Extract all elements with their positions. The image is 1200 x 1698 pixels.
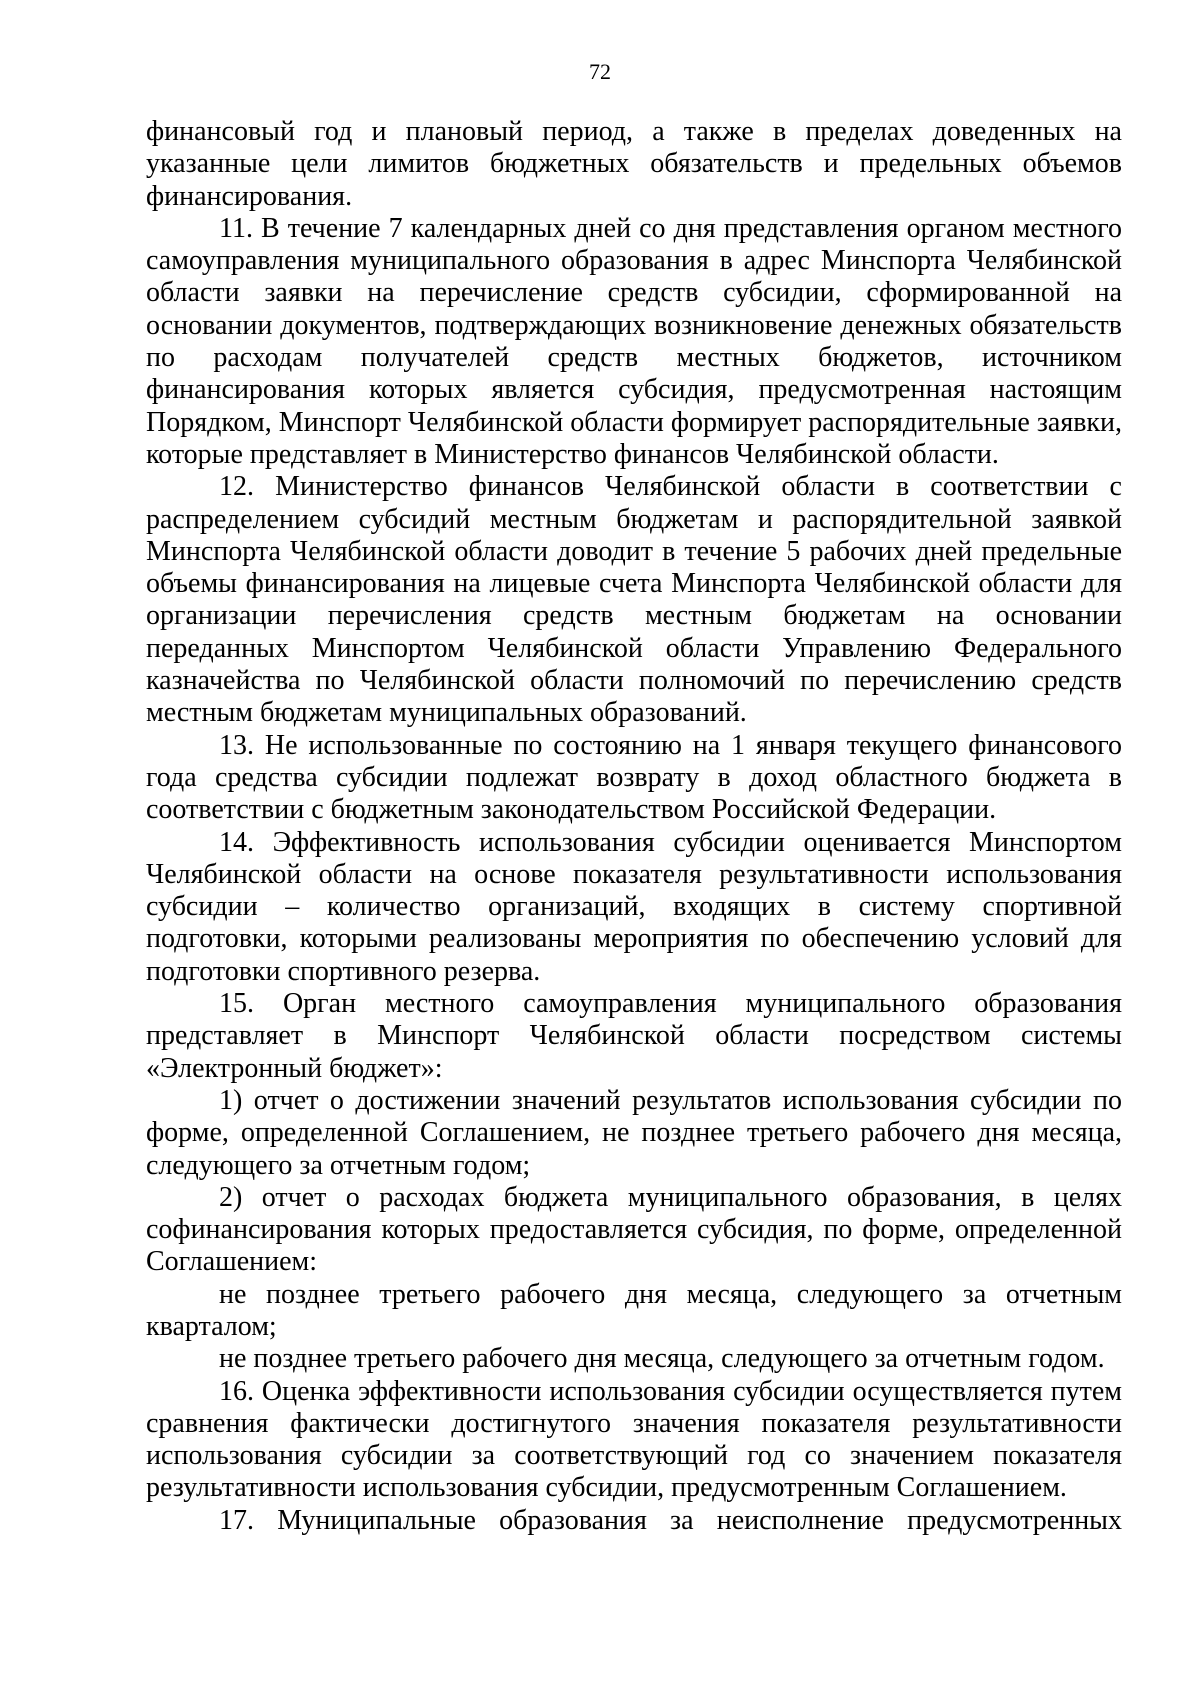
- paragraph-11: 11. В течение 7 календарных дней со дня представления органом местного самоуправления муниципального образования в адрес Минспорта Челябинской области заявки на перечисление средств субсидии, сформированной на основании документов, подтверждающих возникновение денежных обязательств по расходам получателей средств местных бюджетов, источником финансирования которых является субсидия, предусмотренная настоящим Порядком, Минспорт Челябинской области формирует распорядительные заявки, которые представляет в Министерство финансов Челябинской области.: [146, 212, 1122, 470]
- paragraph-15-item-2: 2) отчет о расходах бюджета муниципального образования, в целях софинансирования которых предоставляется субсидия, по форме, определенной Соглашением:: [146, 1181, 1122, 1278]
- paragraph-17: 17. Муниципальные образования за неисполнение предусмотренных: [219, 1504, 1122, 1536]
- paragraph-15: 15. Орган местного самоуправления муниципального образования представляет в Минспорт Челябинской области посредством системы «Электронный бюджет»:: [146, 988, 1122, 1084]
- paragraph-12: 12. Министерство финансов Челябинской области в соответствии с распределением субсидий местным бюджетам и распорядительной заявкой Минспорта Челябинской области доводит в течение 5 рабочих дней предельные объемы финансирования на лицевые счета Минспорта Челябинской области для организации перечисления средств местным бюджетам на основании переданных Минспортом Челябинской области Управлению Федерального казначейства по Челябинской области полномочий по перечислению средств местным бюджетам муниципальных образований.: [146, 471, 1122, 729]
- paragraph-continuation: финансовый год и плановый период, а также в пределах доведенных на указанные цели лимитов бюджетных обязательств и предельных объемов финансирования.: [146, 116, 1122, 212]
- paragraph-15-item-2-quarterly: не позднее третьего рабочего дня месяца, следующего за отчетным кварталом;: [146, 1278, 1122, 1342]
- paragraph-14: 14. Эффективность использования субсидии оценивается Минспортом Челябинской области на основе показателя результативности использования субсидии – количество организаций, входящих в систему спортивной подготовки, которыми реализованы мероприятия по обеспечению условий для подготовки спортивного резерва.: [146, 826, 1122, 987]
- paragraph-15-item-1: 1) отчет о достижении значений результатов использования субсидии по форме, определенной Соглашением, не позднее третьего рабочего дня месяца, следующего за отчетным годом;: [146, 1084, 1122, 1181]
- paragraph-16: 16. Оценка эффективности использования субсидии осуществляется путем сравнения фактически достигнутого значения показателя результативности использования субсидии за соответствующий год со значением показателя результативности использования субсидии, предусмотренным Соглашением.: [146, 1375, 1122, 1504]
- paragraph-13: 13. Не использованные по состоянию на 1 января текущего финансового года средства субсидии подлежат возврату в доход областного бюджета в соответствии с бюджетным законодательством Российской Федерации.: [146, 729, 1122, 826]
- page-number: 72: [589, 59, 611, 84]
- paragraph-15-item-2-yearly: не позднее третьего рабочего дня месяца, следующего за отчетным годом.: [219, 1343, 1105, 1375]
- document-body: [146, 116, 1122, 1537]
